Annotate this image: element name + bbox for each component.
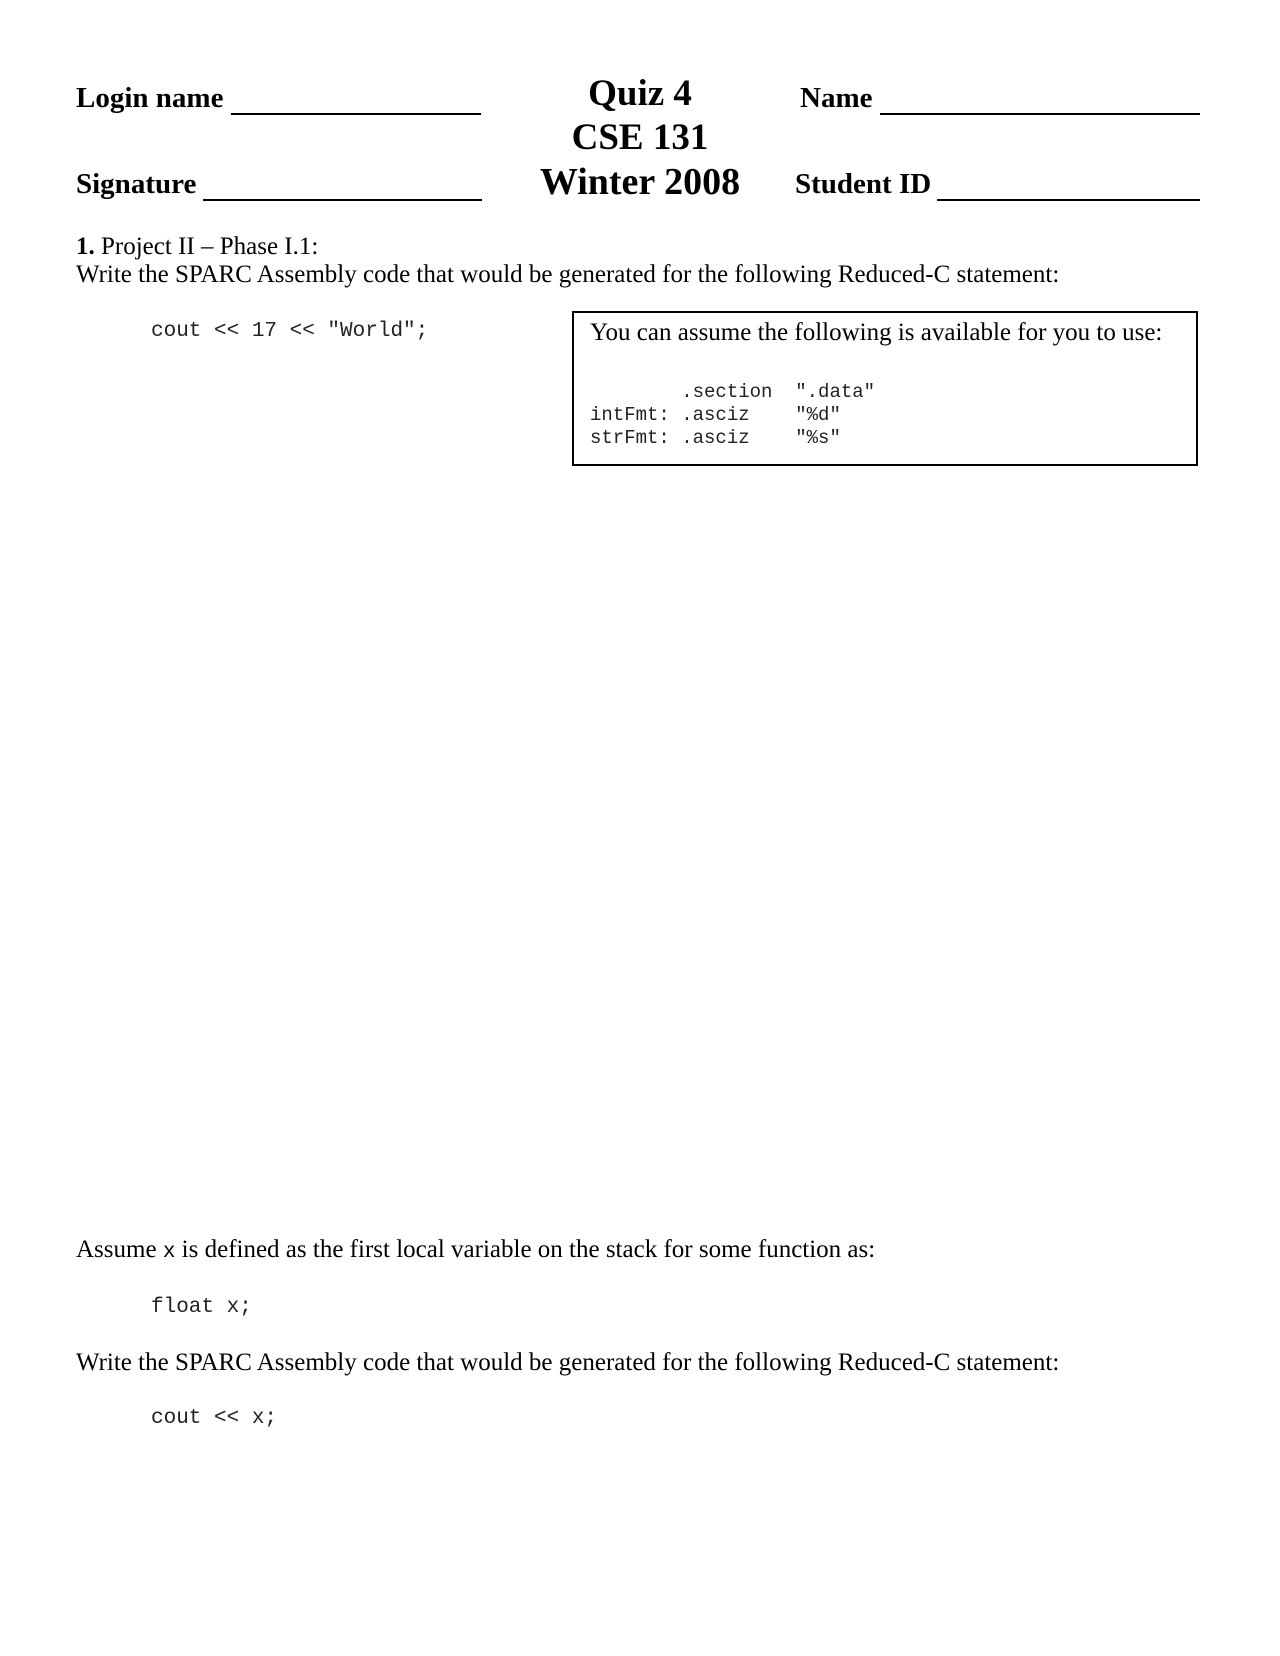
declaration-code: float x; <box>151 1296 252 1319</box>
assume-text-after: is defined as the first local variable on the stack for some function as: <box>175 1236 876 1263</box>
login-name-field[interactable] <box>231 113 481 115</box>
box-title: You can assume the following is available for you to use: <box>590 319 1163 346</box>
available-resources-box <box>572 311 1198 466</box>
question-1-heading <box>76 233 318 261</box>
box-code-line: .section ".data" <box>590 381 876 403</box>
box-code-line: intFmt: .asciz "%d" <box>590 404 841 426</box>
question-number: 1. <box>76 233 95 260</box>
assume-statement <box>76 1236 875 1264</box>
student-id-field[interactable] <box>937 199 1200 201</box>
code-statement-1: cout << 17 << "World"; <box>151 320 429 343</box>
question-title: Project II – Phase I.1: <box>101 233 319 260</box>
assume-text-before: Assume <box>76 1236 163 1263</box>
signature-label: Signature <box>76 168 197 200</box>
name-field[interactable] <box>880 113 1200 115</box>
question-prompt: Write the SPARC Assembly code that would be generated for the following Reduced-C statement: <box>76 261 1060 288</box>
box-code-line: strFmt: .asciz "%s" <box>590 427 841 449</box>
student-id-label: Student ID <box>795 168 932 200</box>
box-code <box>590 381 875 450</box>
question-prompt-2: Write the SPARC Assembly code that would be generated for the following Reduced-C statement: <box>76 1349 1060 1376</box>
login-name-label: Login name <box>76 82 224 114</box>
answer-area-1[interactable] <box>76 480 1200 1220</box>
quiz-title-block <box>520 72 760 204</box>
name-label: Name <box>800 82 873 114</box>
term-title: Winter 2008 <box>539 161 741 203</box>
quiz-title: Quiz 4 <box>588 73 692 114</box>
assume-variable: x <box>162 1241 176 1264</box>
code-statement-2: cout << x; <box>151 1407 278 1430</box>
course-title: CSE 131 <box>571 117 709 158</box>
answer-area-2[interactable] <box>76 1450 1200 1630</box>
signature-field[interactable] <box>203 199 482 201</box>
